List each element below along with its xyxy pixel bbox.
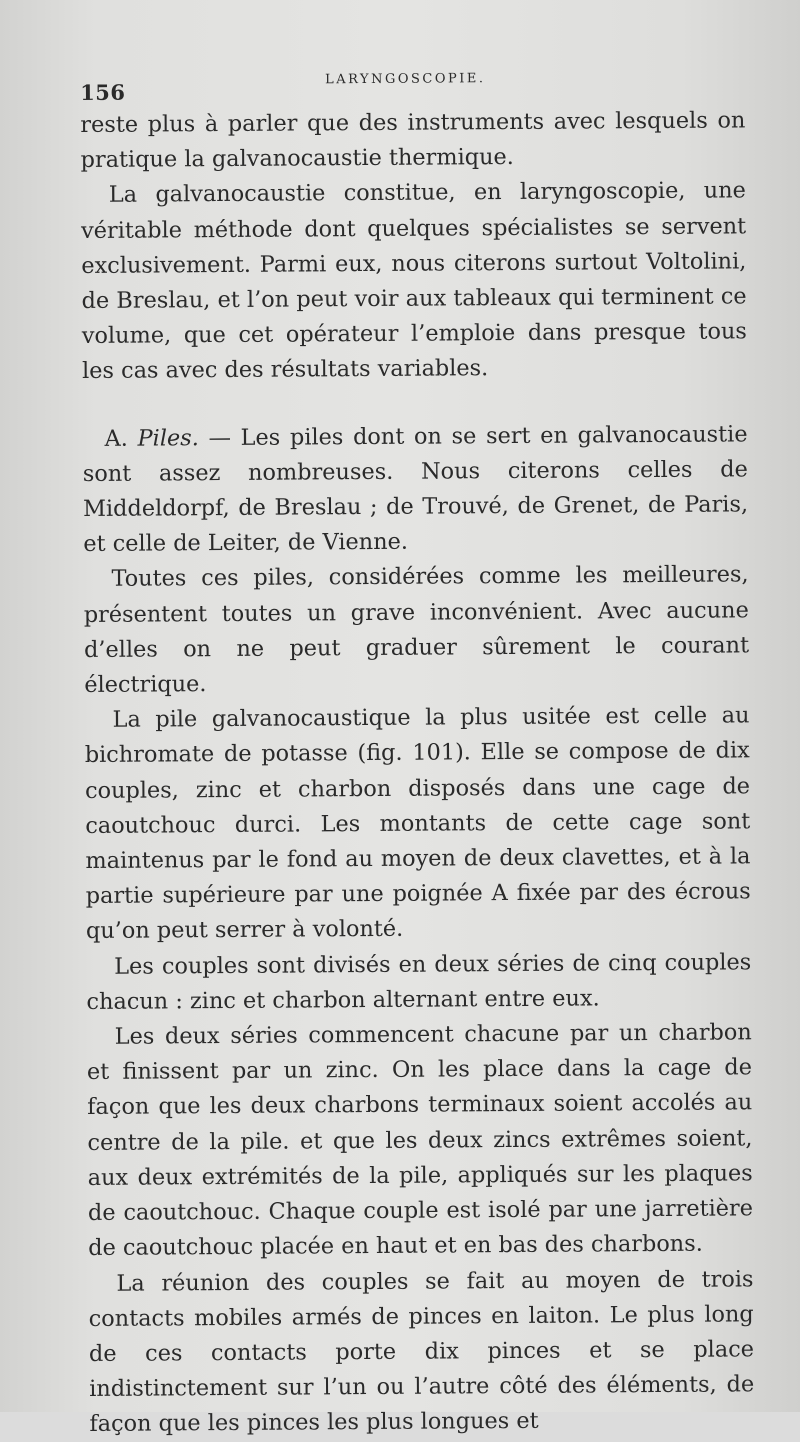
paragraph-galvanocaustie: La galvanocaustie constitue, en laryngoscopie, une véritable méthode dont quelques spécialistes se servent exclusivement. Parmi eux, nous citerons surtout Voltolini, de Breslau, et l’on peut voir aux tableaux qui terminent ce volume, que cet opérateur l’emploie dans presque tous les cas avec des résultats variables. <box>81 177 747 385</box>
body-text <box>80 103 754 1442</box>
page-number: 156 <box>80 79 126 105</box>
section-text: — Les piles dont on se sert en galvanocaustie sont assez nombreuses. Nous citerons celles de Middeldorpf, de Breslau ; de Trouvé, de Grenet, de Paris, et celle de Leiter, de Vienne. <box>82 420 749 558</box>
text-block <box>80 67 755 1442</box>
paragraph-bichromate: La pile galvanocaustique la plus usitée est celle au bichromate de potasse (fig. 101). Elle se compose de dix couples, zinc et charbon disposés dans une cage de caoutchouc durci. Les montants de cette cage sont maintenus par le fond au moyen de deux clavettes, et à la partie supérieure par une poignée A fixée par des écrous qu’on peut serrer à volonté. <box>84 702 751 945</box>
paragraph-continuation: reste plus à parler que des instruments avec lesquels on pratique la galvanocaustie thermique. <box>80 107 746 174</box>
section-label: A. <box>104 425 138 452</box>
running-head <box>80 67 745 108</box>
paragraph-series: Les deux séries commencent chacune par un charbon et finissent par un zinc. On les place dans la cage de façon que les deux charbons terminaux soient accolés au centre de la pile. et que les deux zincs extrêmes soient, aux deux extrémités de la pile, appliqués sur les plaques de caoutchouc. Chaque couple est isolé par une jarretière de caoutchouc placée en haut et en bas des charbons. <box>86 1019 754 1262</box>
running-title: LARYNGOSCOPIE. <box>325 71 486 88</box>
section-heading: Piles. <box>137 424 199 452</box>
paragraph-couples: Les couples sont divisés en deux séries de cinq couples chacun : zinc et charbon alternant entre eux. <box>86 949 752 1015</box>
paragraph-contacts: La réunion des couples se fait au moyen de trois contacts mobiles armés de pinces en laiton. Le plus long de ces contacts porte dix pinces et se place indistinctement sur l’un ou l’autre côté des éléments, de façon que les pinces les plus longues et <box>88 1265 755 1438</box>
paragraph-inconvenient: Toutes ces piles, considérées comme les meilleures, présentent toutes un grave inconvénient. Avec aucune d’elles on ne peut graduer sûrement le courant électrique. <box>83 561 750 699</box>
section-piles <box>82 417 748 562</box>
